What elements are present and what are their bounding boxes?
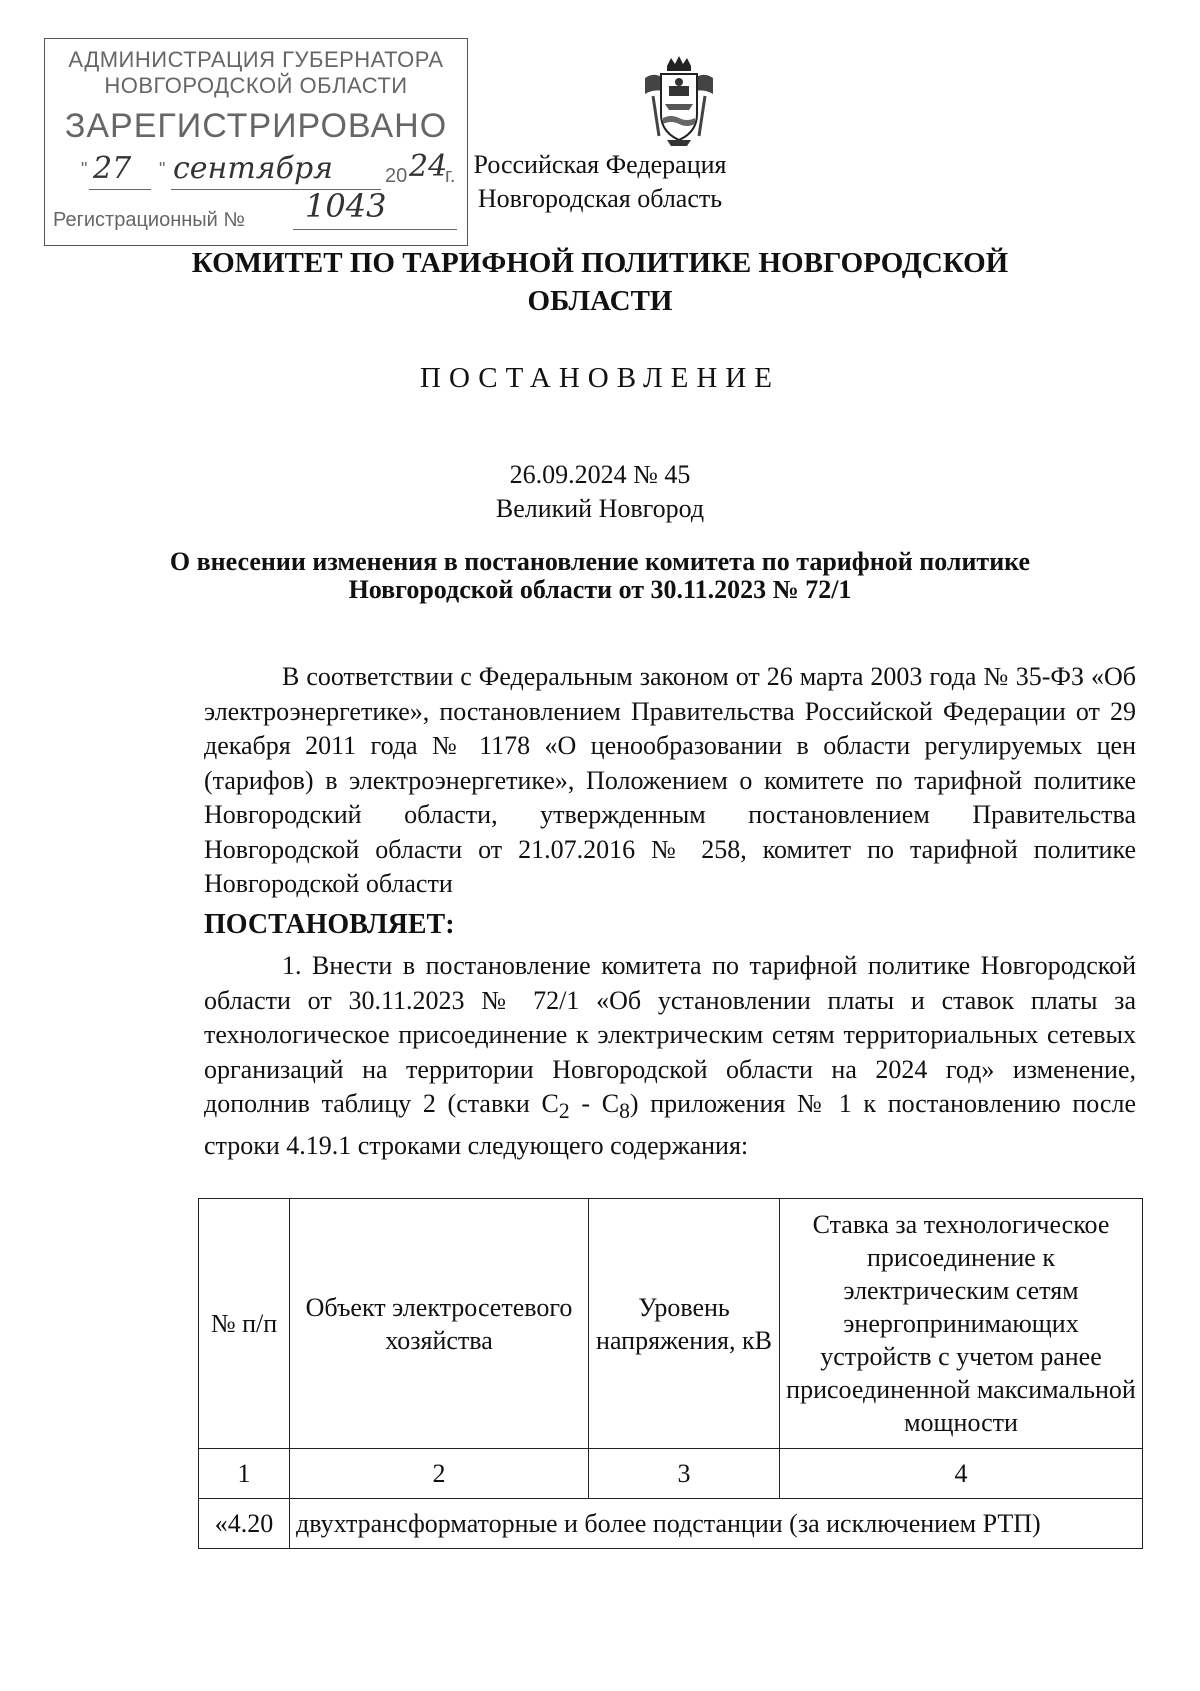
- stamp-line1: АДМИНИСТРАЦИЯ ГУБЕРНАТОРА: [68, 47, 444, 72]
- header-cell-object: Объект электросетевого хозяйства: [290, 1199, 589, 1449]
- paragraph-item-1: [204, 949, 1136, 1163]
- country-name: Российская Федерация: [473, 150, 727, 179]
- item1-sub-8: 8: [619, 1099, 630, 1124]
- table-cell: 1: [199, 1449, 290, 1499]
- stamp-year-prefix: 20: [385, 165, 408, 187]
- header-cell-voltage: Уровень напряжения, кВ: [589, 1199, 780, 1449]
- document-city: Великий Новгород: [495, 494, 705, 523]
- resolves-heading: ПОСТАНОВЛЯЕТ:: [204, 909, 455, 940]
- item1-text-b: - С: [569, 1089, 620, 1118]
- document-type: ПОСТАНОВЛЕНИЕ: [420, 362, 780, 394]
- stamp-reg-number: 1043: [305, 187, 387, 225]
- registration-stamp: [44, 38, 468, 246]
- table-header-row: [199, 1199, 1143, 1449]
- header-cell-num: № п/п: [199, 1199, 290, 1449]
- stamp-quote-open: ": [81, 159, 88, 179]
- stamp-year-unit: г.: [445, 165, 456, 187]
- coat-of-arms-icon: [637, 52, 721, 148]
- stamp-month: сентября: [173, 151, 334, 186]
- table-cell: 3: [589, 1449, 780, 1499]
- table-row: [199, 1499, 1143, 1549]
- table-cell-text: двухтрансформаторные и более подстанции (за исключением РТП): [290, 1499, 1143, 1549]
- stamp-quote-close: ": [159, 159, 166, 179]
- stamp-line2: НОВГОРОДСКОЙ ОБЛАСТИ: [104, 73, 408, 98]
- stamp-registered: ЗАРЕГИСТРИРОВАНО: [64, 107, 448, 145]
- committee-line1: КОМИТЕТ ПО ТАРИФНОЙ ПОЛИТИКЕ НОВГОРОДСКОЙ: [191, 247, 1009, 279]
- stamp-day: 27: [93, 151, 132, 186]
- table-row-numbers: [199, 1449, 1143, 1499]
- header-cell-rate: Ставка за технологическое присоединение к электрическим сетям энергопринимающих устройств с учетом ранее присоединенной максимальной мощности: [780, 1199, 1143, 1449]
- rates-table: [198, 1198, 1143, 1549]
- document-date-number: 26.09.2024 № 45: [509, 460, 691, 489]
- region-name: Новгородская область: [477, 184, 723, 213]
- table-cell: 4: [780, 1449, 1143, 1499]
- stamp-reg-underline: [293, 229, 457, 230]
- committee-name: [0, 244, 1200, 320]
- item1-text-c: ) приложения № 1 к постановлению после строки 4.19.1 строками следующего содержания:: [204, 1089, 1136, 1160]
- title-line1: О внесении изменения в постановление комитета по тарифной политике: [169, 547, 1031, 576]
- title-line2: Новгородской области от 30.11.2023 № 72/1: [348, 575, 852, 604]
- stamp-year: 24: [409, 149, 448, 184]
- document-title: [0, 548, 1200, 604]
- item1-text-a: 1. Внести в постановление комитета по тарифной политике Новгородской области от 30.11.2023 № 72/1 «Об установлении платы и ставок платы за технологическое присоединение к электрическим сетям территориальных сетевых организаций на территории Новгородской области на 2024 год» изменение, дополнив таблицу 2 (ставки С: [204, 951, 1136, 1118]
- paragraph-preamble: В соответствии с Федеральным законом от 26 марта 2003 года № 35-ФЗ «Об электроэнергетике», постановлением Правительства Российской Федерации от 29 декабря 2011 года № 1178 «О ценообразовании в области регулируемых цен (тарифов) в электроэнергетике», Положением о комитете по тарифной политике Новгородский области, утвержденным постановлением Правительства Новгородской области от 21.07.2016 № 258, комитет по тарифной политике Новгородской области: [204, 662, 1136, 898]
- table-cell-num: «4.20: [199, 1499, 290, 1549]
- item1-sub-2: 2: [558, 1099, 570, 1124]
- stamp-reg-label: Регистрационный №: [53, 209, 245, 231]
- committee-line2: ОБЛАСТИ: [527, 285, 673, 317]
- table-cell: 2: [290, 1449, 589, 1499]
